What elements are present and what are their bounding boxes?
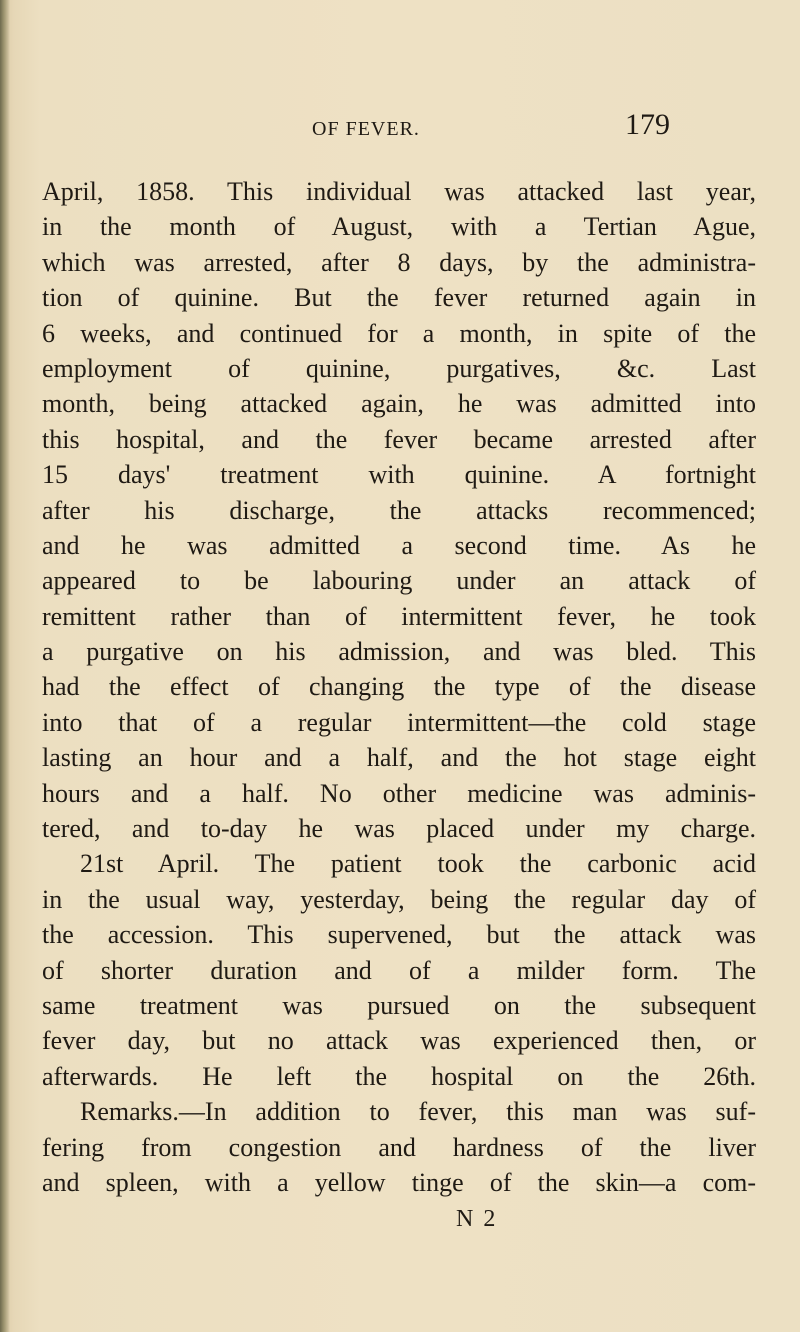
text-line: 15 days' treatment with quinine. A fortnight	[42, 460, 756, 490]
text-line: 6 weeks, and continued for a month, in spite of the	[42, 318, 756, 348]
text-line: after his discharge, the attacks recommenced;	[42, 495, 756, 525]
text-line: a purgative on his admission, and was bled. This	[42, 637, 756, 667]
text-line: remittent rather than of intermittent fever, he took	[42, 601, 756, 631]
text-line: tered, and to-day he was placed under my charge.	[42, 814, 756, 844]
text-line: in the month of August, with a Tertian Ague,	[42, 212, 756, 242]
text-line: and spleen, with a yellow tinge of the skin—a com-	[42, 1167, 756, 1197]
text-line: lasting an hour and a half, and the hot stage eight	[42, 743, 756, 773]
text-line: into that of a regular intermittent—the cold stage	[42, 707, 756, 737]
text-line: employment of quinine, purgatives, &c. Last	[42, 353, 756, 383]
text-line: same treatment was pursued on the subsequent	[42, 990, 756, 1020]
text-line: of shorter duration and of a milder form. The	[42, 955, 756, 985]
text-line: fering from congestion and hardness of the liver	[42, 1132, 756, 1162]
paragraph-start-line: 21st April. The patient took the carbonic acid	[80, 849, 756, 879]
text-line: April, 1858. This individual was attacked last year,	[42, 177, 756, 206]
signature-mark: N 2	[456, 1206, 498, 1232]
page-number: 179	[625, 108, 670, 141]
text-line: tion of quinine. But the fever returned again in	[42, 283, 756, 313]
body-text	[42, 174, 756, 1200]
text-line: and he was admitted a second time. As he	[42, 530, 756, 560]
text-line: month, being attacked again, he was admitted into	[42, 389, 756, 419]
text-line: had the effect of changing the type of the disease	[42, 672, 756, 702]
text-line: fever day, but no attack was experienced then, or	[42, 1026, 756, 1056]
text-line: appeared to be labouring under an attack of	[42, 566, 756, 596]
text-line: this hospital, and the fever became arrested after	[42, 424, 756, 454]
text-line: hours and a half. No other medicine was adminis-	[42, 778, 756, 808]
text-line: in the usual way, yesterday, being the regular day of	[42, 884, 756, 914]
text-line: afterwards. He left the hospital on the 26th.	[42, 1061, 756, 1091]
text-line: the accession. This supervened, but the attack was	[42, 920, 756, 950]
page-gutter-shadow	[0, 0, 10, 1332]
paragraph-start-line: Remarks.—In addition to fever, this man was suf-	[80, 1097, 756, 1127]
text-line: which was arrested, after 8 days, by the administra-	[42, 247, 756, 277]
running-head: OF FEVER.	[312, 118, 420, 140]
